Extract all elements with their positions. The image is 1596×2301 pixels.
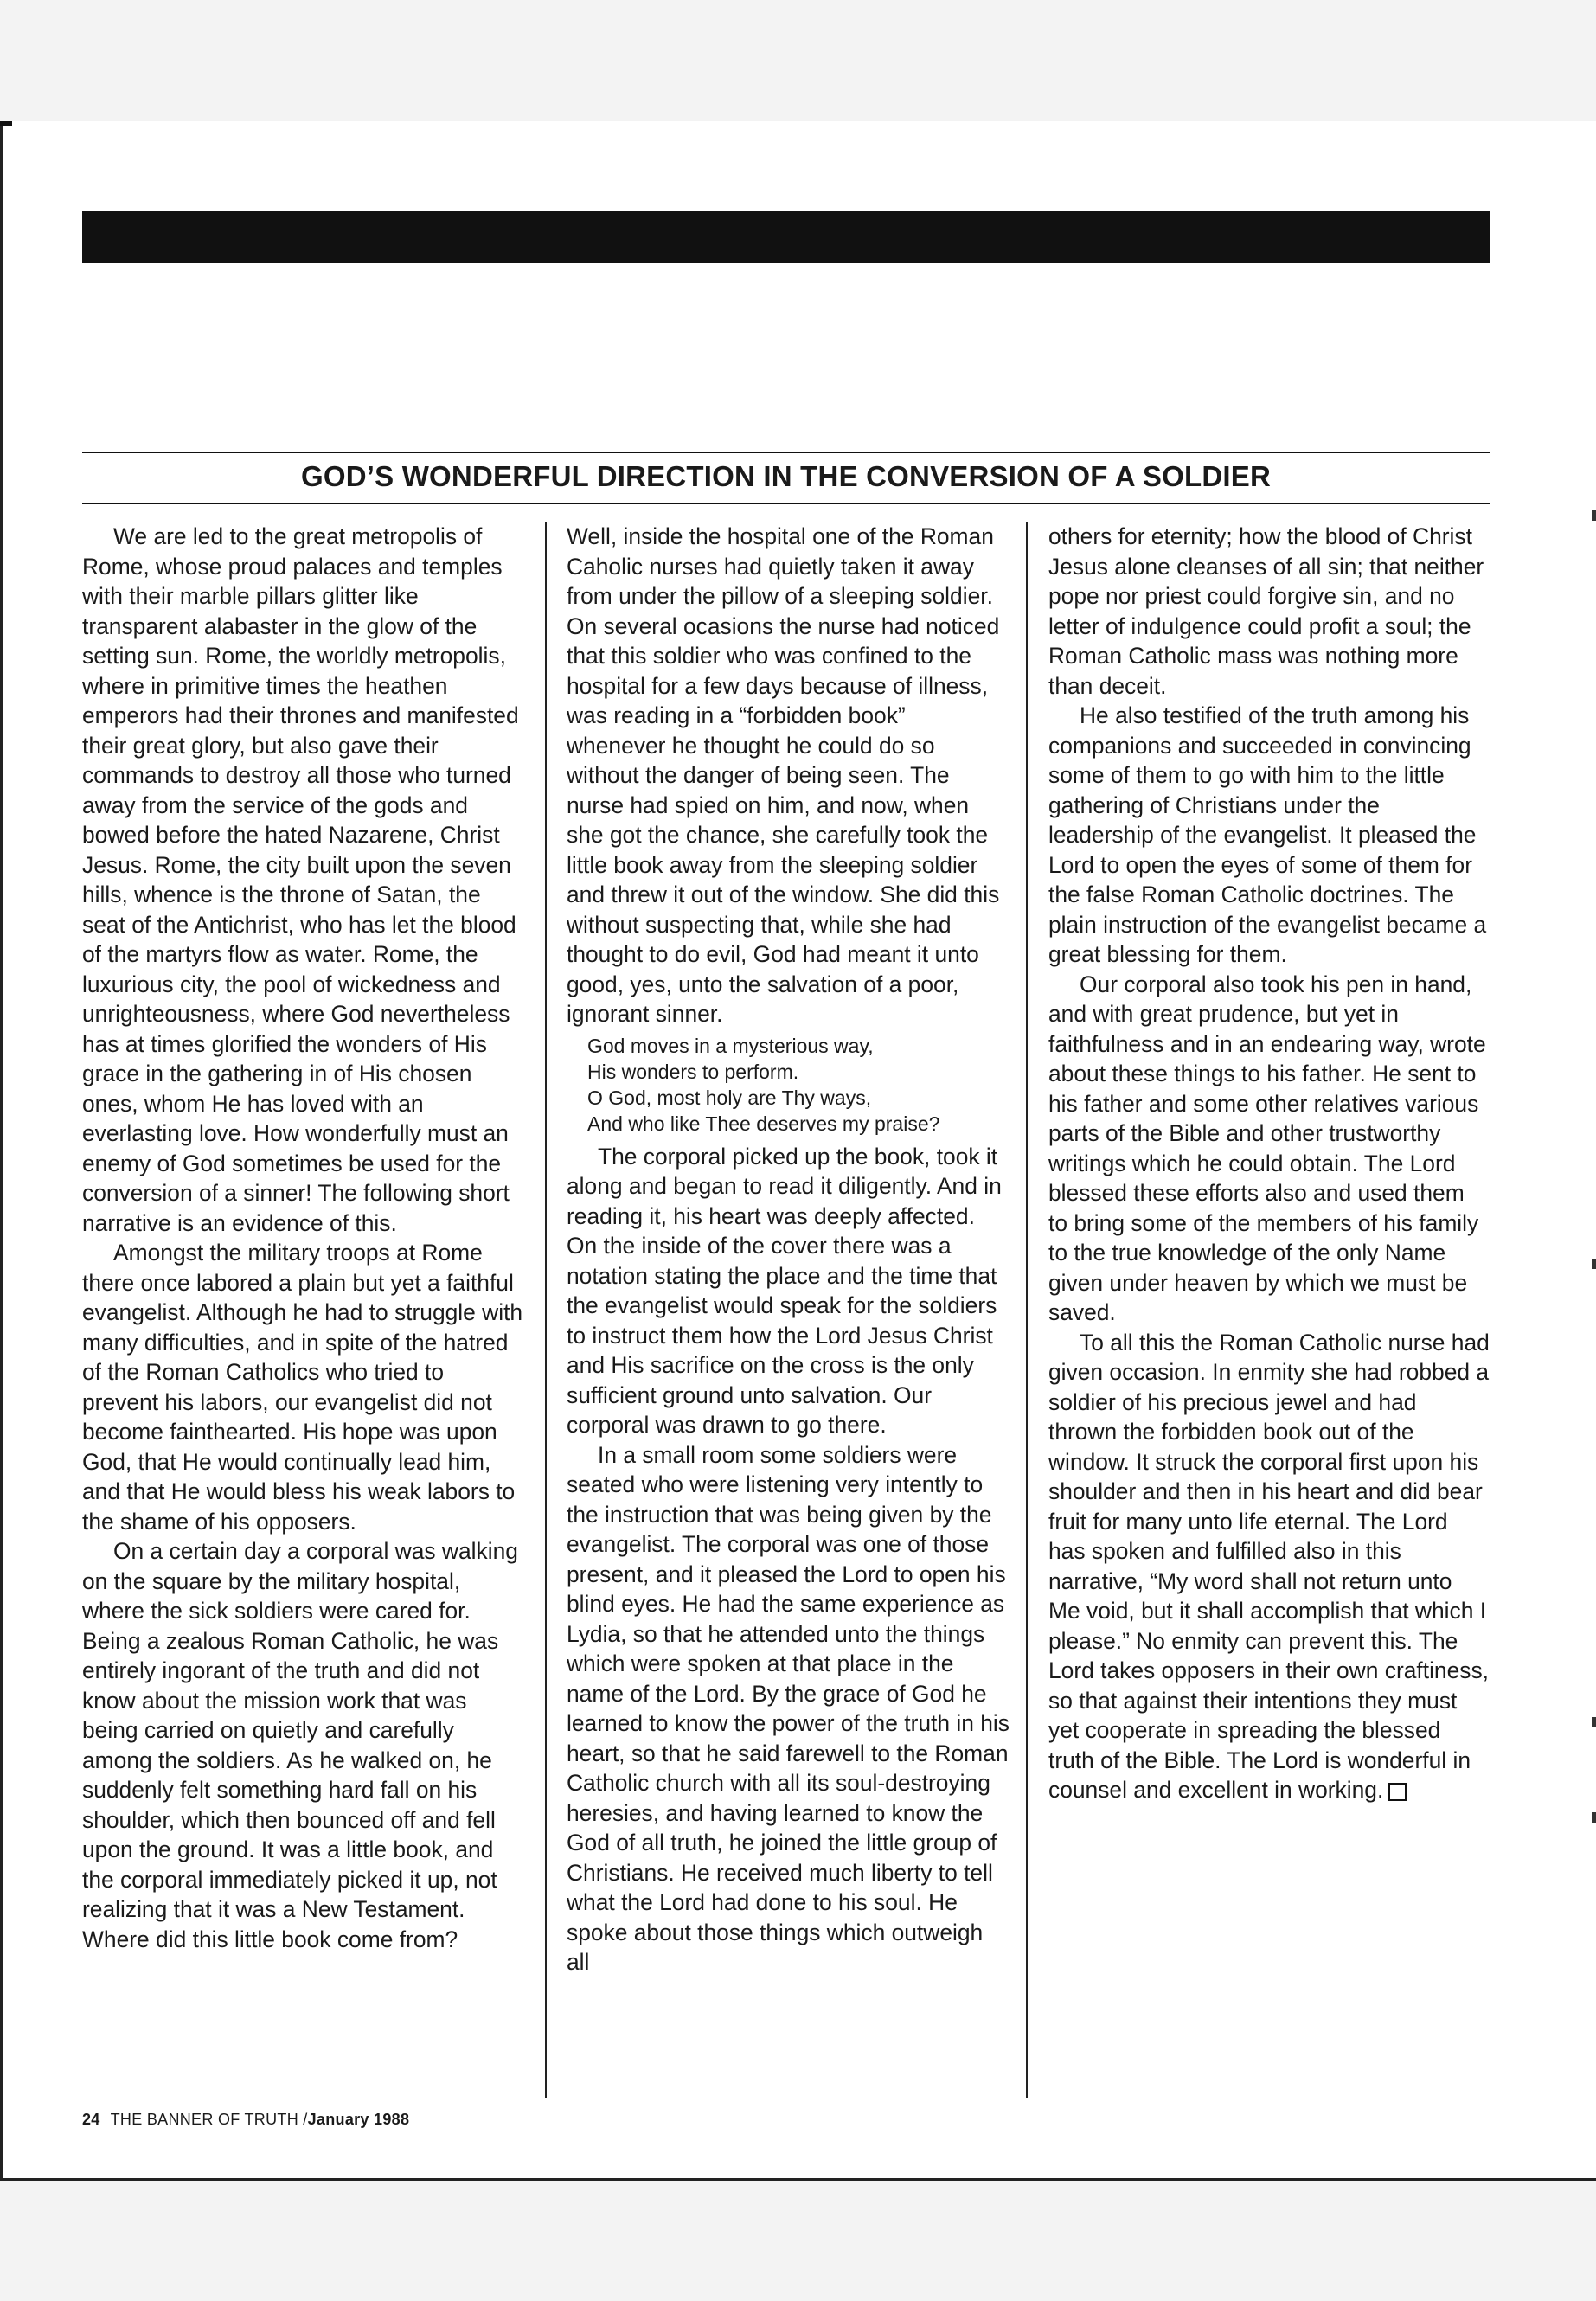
paragraph: The corporal picked up the book, took it along and began to read it diligently. And in reading it, his heart was deeply affected. On the inside of the cover there was a notation stating the place and the time that the evangelist would speak for the soldiers to instruct them how the Lord Jesus Christ and His sacrifice on the cross is the only sufficient ground unto salvation. Our corporal was drawn to go there. <box>567 1143 1002 1438</box>
paragraph: others for eternity; how the blood of Christ Jesus alone cleanses of all sin; that neither pope nor priest could forgive sin, and no letter of indulgence could profit a soul; the Roman Catholic mass was nothing more than deceit. <box>1048 523 1484 699</box>
edge-tick <box>1592 510 1596 521</box>
poem-line: O God, most holy are Thy ways, <box>587 1086 872 1109</box>
issue-date: January 1988 <box>307 2111 410 2128</box>
text-column-2 <box>567 522 1010 1977</box>
text-column-1 <box>82 522 525 1954</box>
paragraph <box>1048 1328 1490 1805</box>
paragraph: He also testified of the truth among his companions and succeeded in convincing some of them to go with him to the little gathering of Christians under the leadership of the evangelist. It pleased the Lord to open the eyes of some of them for the false Roman Catholic doctrines. The plain instruction of the evangelist became a great blessing for them. <box>1048 702 1487 967</box>
paragraph: Our corporal also took his pen in hand, and with great prudence, but yet in faithfulness and in an endearing way, wrote about these things to his father. He sent to his father and some other relatives various parts of the Bible and other trustworthy writings which he could obtain. The Lord blessed these efforts also and used them to bring some of the members of his family to the true knowledge of the only Name given under heaven by which we must be saved. <box>1048 971 1486 1325</box>
edge-tick <box>1592 1717 1596 1727</box>
edge-tick <box>1592 1259 1596 1269</box>
column-divider <box>545 522 547 2098</box>
paragraph-text: To all this the Roman Catholic nurse had given occasion. In enmity she had robbed a soldier of his precious jewel and had thrown the forbidden book out of the window. It struck the corporal first upon his shoulder and then in his heart and did bear fruit for many unto life eternal. The Lord has spoken and fulfilled also in this narrative, “My word shall not return unto Me void, but it shall accomplish that which I please.” No enmity can prevent this. The Lord takes opposers in their own craftiness, so that against their intentions they must yet cooperate in spreading the blessed truth of the Bible. The Lord is wonderful in counsel and excellent in working. <box>1048 1329 1490 1803</box>
title-rule-bottom <box>82 503 1490 504</box>
poem-line: And who like Thee deserves my praise? <box>587 1112 940 1135</box>
paragraph: In a small room some soldiers were seated who were listening very intently to the instruction that was being given by the evangelist. The corporal was one of those present, and it pleased the Lord to open his blind eyes. He had the same experience as Lydia, so that he attended unto the things which were spoken at that place in the name of the Lord. By the grace of God he learned to know the power of the truth in his heart, so that he said farewell to the Roman Catholic church with all its soul-destroying heresies, and having learned to know the God of all truth, he joined the little group of Christians. He received much liberty to tell what the Lord had done to his soul. He spoke about those things which outweigh all <box>567 1441 1010 1975</box>
article-title: GOD’S WONDERFUL DIRECTION IN THE CONVERSION OF A SOLDIER <box>300 460 1272 492</box>
edge-tick <box>1592 1812 1596 1823</box>
text-column-3 <box>1048 522 1490 1805</box>
page-left-edge <box>0 126 3 2180</box>
end-of-article-icon <box>1388 1783 1407 1801</box>
column-divider <box>1026 522 1028 2098</box>
paragraph: Amongst the military troops at Rome there once labored a plain but yet a faithful evangelist. Although he had to struggle with many difficulties, and in spite of the hatred of the Roman Catholics who tried to prevent his labors, our evangelist did not become fainthearted. His hope was upon God, that He would continually lead him, and that He would bless his weak labors to the shame of his opposers. <box>82 1240 523 1535</box>
page-bottom-edge <box>0 2178 1596 2181</box>
page-footer <box>82 2111 409 2129</box>
poem-quote <box>587 1033 1010 1137</box>
paragraph: Well, inside the hospital one of the Roman Caholic nurses had quietly taken it away from under the pillow of a sleeping soldier. On several ocasions the nurse had noticed that this soldier who was confined to the hospital for a few days because of illness, was reading in a “forbidden book” whenever he thought he could do so without the danger of being seen. The nurse had spied on him, and now, when she got the chance, she carefully took the little book away from the sleeping soldier and threw it out of the window. She did this without suspecting that, while she had thought to do evil, God had meant it unto good, yes, unto the salvation of a poor, ignorant sinner. <box>567 523 1000 1027</box>
header-banner-bar <box>82 211 1490 263</box>
title-rule-top <box>82 452 1490 453</box>
poem-line: His wonders to perform. <box>587 1060 799 1083</box>
page-number: 24 <box>82 2111 100 2128</box>
paragraph: We are led to the great metropolis of Rome, whose proud palaces and temples with their marble pillars glitter like transparent alabaster in the glow of the setting sun. Rome, the worldly metropolis, where in primitive times the heathen emperors had their thrones and manifested their great glory, but also gave their commands to destroy all those who turned away from the service of the gods and bowed before the hated Nazarene, Christ Jesus. Rome, the city built upon the seven hills, whence is the throne of Satan, the seat of the Antichrist, who has let the blood of the martyrs flow as water. Rome, the luxurious city, the pool of wickedness and unrighteousness, where God nevertheless has at times glorified the wonders of His grace in the gathering in of His chosen ones, whom He has loved with an everlasting love. How wonderfully must an enemy of God sometimes be used for the conversion of a sinner! The following short narrative is an evidence of this. <box>82 523 519 1236</box>
poem-line: God moves in a mysterious way, <box>587 1034 874 1057</box>
paragraph: On a certain day a corporal was walking on the square by the military hospital, where the sick soldiers were cared for. Being a zealous Roman Catholic, he was entirely ingorant of the truth and did not know about the mission work that was being carried on quietly and carefully among the soldiers. As he walked on, he suddenly felt something hard fall on his shoulder, which then bounced off and fell upon the ground. It was a little book, and the corporal immediately picked it up, not realizing that it was a New Testament. Where did this little book come from? <box>82 1538 518 1952</box>
publication-name: THE BANNER OF TRUTH / <box>110 2111 308 2128</box>
